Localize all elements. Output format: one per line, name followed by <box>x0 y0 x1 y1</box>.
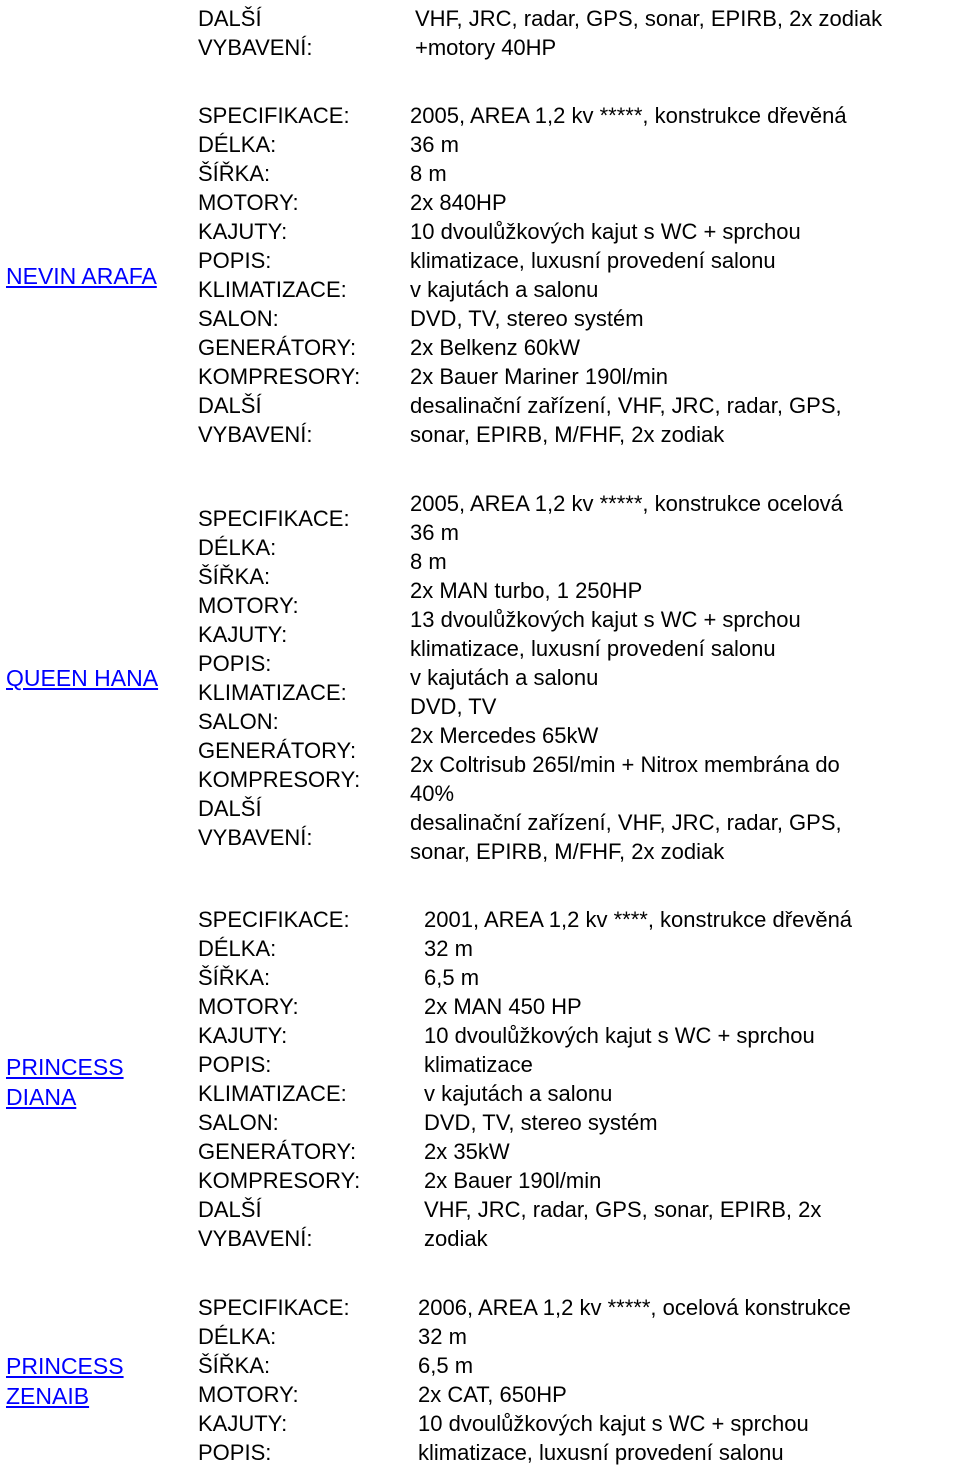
value-sirka: 8 m <box>410 549 447 574</box>
value-kajuty: 10 dvoulůžkových kajut s WC + sprchou <box>424 1023 815 1048</box>
value-kajuty: 10 dvoulůžkových kajut s WC + sprchou <box>418 1411 809 1436</box>
value-motory: 2x 840HP <box>410 190 507 215</box>
value-kajuty: 13 dvoulůžkových kajut s WC + sprchou <box>410 607 801 632</box>
label-popis: POPIS: <box>198 248 272 273</box>
label-vybaveni: VYBAVENÍ: <box>198 1226 313 1251</box>
value-klimatizace: v kajutách a salonu <box>410 277 599 302</box>
spec-labels <box>198 101 360 449</box>
boat-link-queen-hana[interactable] <box>6 663 158 693</box>
boat-name: DIANA <box>6 1084 77 1110</box>
label-salon: SALON: <box>198 709 279 734</box>
label-salon: SALON: <box>198 306 279 331</box>
boat-name: PRINCESS <box>6 1054 124 1080</box>
value-dalsi: VHF, JRC, radar, GPS, sonar, EPIRB, 2x <box>424 1197 822 1222</box>
label-dalsi: DALŠÍ <box>198 1197 262 1222</box>
value-popis: klimatizace, luxusní provedení salonu <box>410 248 776 273</box>
value-generatory: 2x Mercedes 65kW <box>410 723 599 748</box>
value-delka: 36 m <box>410 132 459 157</box>
value-kompresory: 2x Bauer 190l/min <box>424 1168 602 1193</box>
value-klimatizace: v kajutách a salonu <box>410 665 599 690</box>
value-specifikace: 2006, AREA 1,2 kv *****, ocelová konstrukce <box>418 1295 851 1320</box>
value-motory: 2x MAN turbo, 1 250HP <box>410 578 643 603</box>
spec-values <box>410 489 843 866</box>
value-kompresory: 2x Coltrisub 265l/min + Nitrox membrána do <box>410 752 840 777</box>
label-motory: MOTORY: <box>198 190 299 215</box>
boat-name: ZENAIB <box>6 1383 90 1409</box>
value-dalsi: desalinační zařízení, VHF, JRC, radar, GPS, <box>410 393 842 418</box>
value-specifikace: 2001, AREA 1,2 kv ****, konstrukce dřevěná <box>424 907 853 932</box>
value-kajuty: 10 dvoulůžkových kajut s WC + sprchou <box>410 219 801 244</box>
label-klimatizace: KLIMATIZACE: <box>198 1081 347 1106</box>
label-generatory: GENERÁTORY: <box>198 738 357 763</box>
label-klimatizace: KLIMATIZACE: <box>198 277 347 302</box>
boat-link-princess-diana[interactable] <box>6 1052 124 1112</box>
label-vybaveni: VYBAVENÍ: <box>198 422 313 447</box>
label-delka: DÉLKA: <box>198 936 277 961</box>
spec-labels <box>198 1293 350 1467</box>
label-dalsi: DALŠÍ <box>198 796 262 821</box>
label-sirka: ŠÍŘKA: <box>198 1353 271 1378</box>
label-specifikace: SPECIFIKACE: <box>198 506 350 531</box>
label-kajuty: KAJUTY: <box>198 622 288 647</box>
boat-link-princess-zenaib[interactable] <box>6 1351 124 1411</box>
label-sirka: ŠÍŘKA: <box>198 965 271 990</box>
value-motory: 2x MAN 450 HP <box>424 994 582 1019</box>
value-salon: DVD, TV, stereo systém <box>410 306 644 331</box>
value-generatory: 2x Belkenz 60kW <box>410 335 580 360</box>
label-kajuty: KAJUTY: <box>198 1023 288 1048</box>
value-sirka: 6,5 m <box>424 965 480 990</box>
label-delka: DÉLKA: <box>198 132 277 157</box>
spec-values <box>418 1293 851 1467</box>
label-delka: DÉLKA: <box>198 535 277 560</box>
value-sirka: 8 m <box>410 161 447 186</box>
value-generatory: 2x 35kW <box>424 1139 510 1164</box>
label-kajuty: KAJUTY: <box>198 219 288 244</box>
value-salon: DVD, TV <box>410 694 497 719</box>
label-motory: MOTORY: <box>198 1382 299 1407</box>
value-popis: klimatizace <box>424 1052 533 1077</box>
value-specifikace: 2005, AREA 1,2 kv *****, konstrukce dřevěná <box>410 103 847 128</box>
value-klimatizace: v kajutách a salonu <box>424 1081 613 1106</box>
label-motory: MOTORY: <box>198 994 299 1019</box>
value-delka: 32 m <box>424 936 473 961</box>
label-specifikace: SPECIFIKACE: <box>198 907 350 932</box>
value-vybaveni: zodiak <box>424 1226 488 1251</box>
boat-link-nevin-arafa[interactable] <box>6 261 157 291</box>
spec-values <box>410 101 847 449</box>
label-specifikace: SPECIFIKACE: <box>198 103 350 128</box>
label-dalsi: DALŠÍ <box>198 6 262 31</box>
top-values <box>415 4 882 62</box>
label-salon: SALON: <box>198 1110 279 1135</box>
value-line: VHF, JRC, radar, GPS, sonar, EPIRB, 2x zodiak <box>415 6 883 31</box>
label-sirka: ŠÍŘKA: <box>198 161 271 186</box>
label-dalsi: DALŠÍ <box>198 393 262 418</box>
value-kompresory: 2x Bauer Mariner 190l/min <box>410 364 669 389</box>
value-delka: 32 m <box>418 1324 467 1349</box>
value-sirka: 6,5 m <box>418 1353 474 1378</box>
value-vybaveni: sonar, EPIRB, M/FHF, 2x zodiak <box>410 422 725 447</box>
value-salon: DVD, TV, stereo systém <box>424 1110 658 1135</box>
label-kompresory: KOMPRESORY: <box>198 767 361 792</box>
label-kompresory: KOMPRESORY: <box>198 364 361 389</box>
spec-labels <box>198 504 360 852</box>
value-dalsi: desalinační zařízení, VHF, JRC, radar, GPS, <box>410 810 842 835</box>
boat-name: NEVIN ARAFA <box>6 263 157 289</box>
label-sirka: ŠÍŘKA: <box>198 564 271 589</box>
spec-values <box>424 905 852 1253</box>
value-vybaveni: sonar, EPIRB, M/FHF, 2x zodiak <box>410 839 725 864</box>
value-kompresory-cont: 40% <box>410 781 455 806</box>
label-generatory: GENERÁTORY: <box>198 1139 357 1164</box>
label-delka: DÉLKA: <box>198 1324 277 1349</box>
spec-labels <box>198 905 360 1253</box>
value-delka: 36 m <box>410 520 459 545</box>
value-popis: klimatizace, luxusní provedení salonu <box>410 636 776 661</box>
label-vybaveni: VYBAVENÍ: <box>198 35 313 60</box>
value-motory: 2x CAT, 650HP <box>418 1382 567 1407</box>
label-popis: POPIS: <box>198 1052 272 1077</box>
top-labels <box>198 4 313 62</box>
value-popis: klimatizace, luxusní provedení salonu <box>418 1440 784 1465</box>
label-kompresory: KOMPRESORY: <box>198 1168 361 1193</box>
boat-name: QUEEN HANA <box>6 665 159 691</box>
label-specifikace: SPECIFIKACE: <box>198 1295 350 1320</box>
label-motory: MOTORY: <box>198 593 299 618</box>
label-kajuty: KAJUTY: <box>198 1411 288 1436</box>
boat-name: PRINCESS <box>6 1353 124 1379</box>
value-specifikace: 2005, AREA 1,2 kv *****, konstrukce ocelová <box>410 491 843 516</box>
label-klimatizace: KLIMATIZACE: <box>198 680 347 705</box>
value-line: +motory 40HP <box>415 35 557 60</box>
label-vybaveni: VYBAVENÍ: <box>198 825 313 850</box>
label-popis: POPIS: <box>198 1440 272 1465</box>
label-generatory: GENERÁTORY: <box>198 335 357 360</box>
label-popis: POPIS: <box>198 651 272 676</box>
